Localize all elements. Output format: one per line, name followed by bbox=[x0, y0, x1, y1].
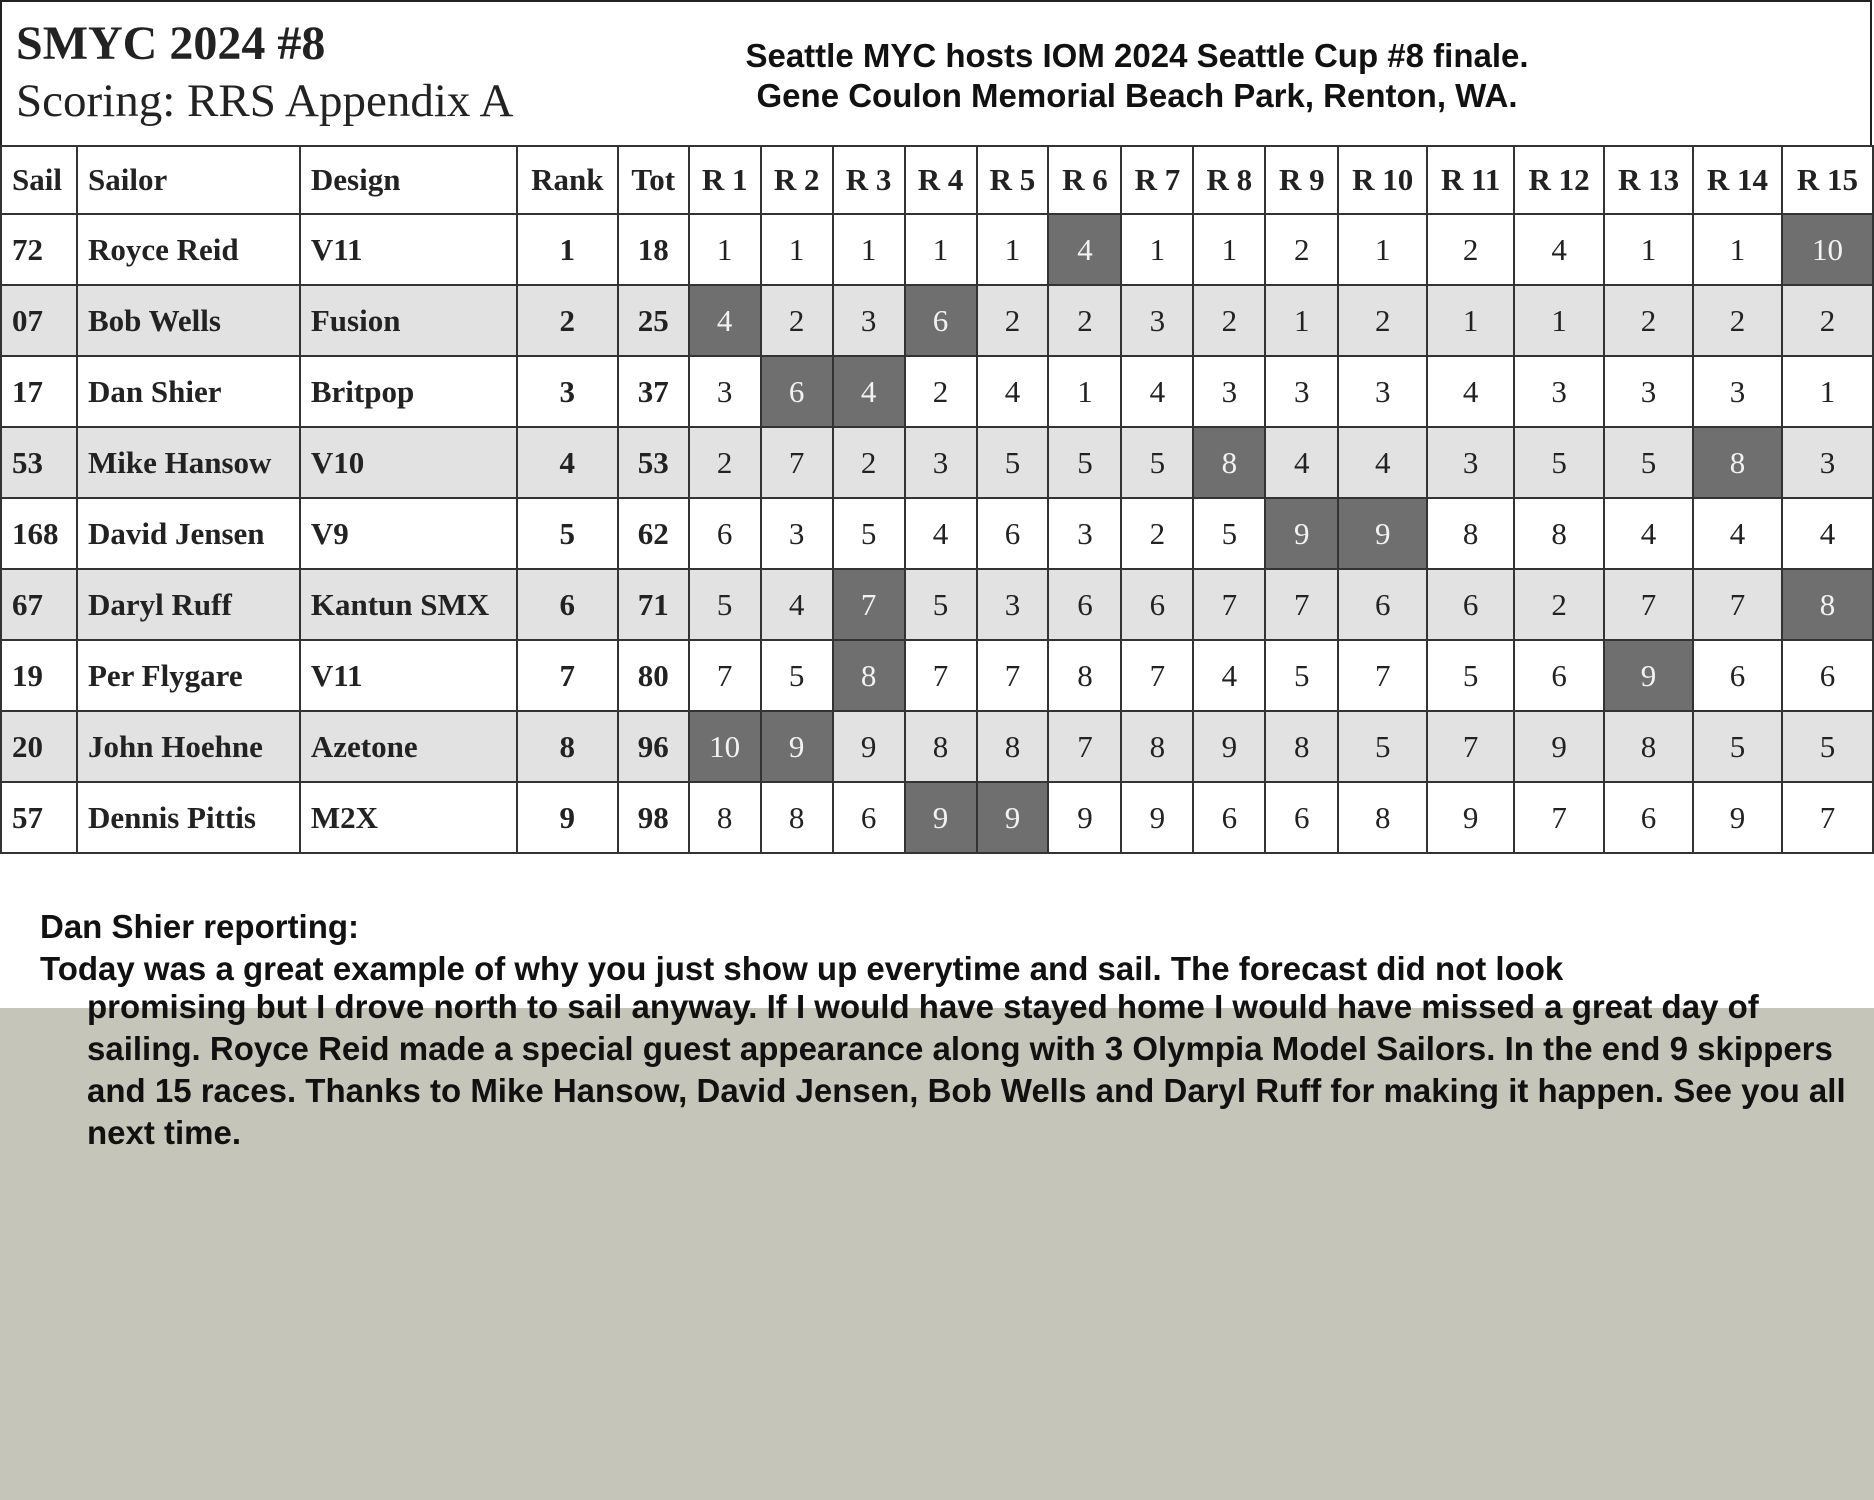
sail-cell: 19 bbox=[1, 640, 77, 711]
race-score: 8 bbox=[1604, 711, 1693, 782]
rank-cell: 7 bbox=[517, 640, 618, 711]
sailor-cell: Dan Shier bbox=[77, 356, 300, 427]
discarded-race-score: 8 bbox=[1693, 427, 1782, 498]
race-score: 7 bbox=[761, 427, 833, 498]
race-score: 1 bbox=[1338, 214, 1427, 285]
column-header: R 4 bbox=[905, 146, 977, 214]
race-score: 6 bbox=[1048, 569, 1121, 640]
race-score: 8 bbox=[1514, 498, 1604, 569]
race-score: 6 bbox=[1265, 782, 1338, 853]
design-cell: Kantun SMX bbox=[300, 569, 517, 640]
sailor-cell: Dennis Pittis bbox=[77, 782, 300, 853]
column-header: Rank bbox=[517, 146, 618, 214]
race-score: 6 bbox=[1514, 640, 1604, 711]
race-score: 7 bbox=[905, 640, 977, 711]
race-score: 5 bbox=[1693, 711, 1782, 782]
rank-cell: 8 bbox=[517, 711, 618, 782]
sail-cell: 67 bbox=[1, 569, 77, 640]
race-score: 9 bbox=[1193, 711, 1265, 782]
race-score: 5 bbox=[1193, 498, 1265, 569]
race-score: 9 bbox=[1693, 782, 1782, 853]
race-score: 5 bbox=[1514, 427, 1604, 498]
race-score: 8 bbox=[977, 711, 1049, 782]
discarded-race-score: 9 bbox=[1604, 640, 1693, 711]
column-header: R 2 bbox=[761, 146, 833, 214]
report-line-1: Today was a great example of why you just show up everytime and sail. The forecast did not look bbox=[40, 950, 1564, 987]
column-header: Tot bbox=[618, 146, 689, 214]
table-row bbox=[1, 427, 1873, 498]
race-score: 7 bbox=[1048, 711, 1121, 782]
race-score: 4 bbox=[1193, 640, 1265, 711]
race-score: 6 bbox=[1427, 569, 1514, 640]
design-cell: M2X bbox=[300, 782, 517, 853]
race-score: 7 bbox=[1782, 782, 1873, 853]
race-score: 7 bbox=[977, 640, 1049, 711]
race-score: 8 bbox=[1427, 498, 1514, 569]
discarded-race-score: 9 bbox=[905, 782, 977, 853]
column-header: R 13 bbox=[1604, 146, 1693, 214]
race-score: 4 bbox=[1265, 427, 1338, 498]
race-score: 5 bbox=[833, 498, 905, 569]
column-header: R 8 bbox=[1193, 146, 1265, 214]
race-score: 8 bbox=[1265, 711, 1338, 782]
sail-cell: 168 bbox=[1, 498, 77, 569]
race-score: 4 bbox=[1121, 356, 1193, 427]
race-score: 7 bbox=[1427, 711, 1514, 782]
race-score: 1 bbox=[1693, 214, 1782, 285]
column-header: Sailor bbox=[77, 146, 300, 214]
race-score: 6 bbox=[689, 498, 761, 569]
scoring-system: Scoring: RRS Appendix A bbox=[16, 75, 514, 127]
total-cell: 71 bbox=[618, 569, 689, 640]
design-cell: Britpop bbox=[300, 356, 517, 427]
discarded-race-score: 7 bbox=[833, 569, 905, 640]
sail-cell: 53 bbox=[1, 427, 77, 498]
discarded-race-score: 9 bbox=[761, 711, 833, 782]
race-score: 8 bbox=[689, 782, 761, 853]
race-score: 3 bbox=[1338, 356, 1427, 427]
race-score: 8 bbox=[761, 782, 833, 853]
race-score: 1 bbox=[1265, 285, 1338, 356]
race-score: 8 bbox=[905, 711, 977, 782]
race-score: 2 bbox=[1427, 214, 1514, 285]
column-header: R 3 bbox=[833, 146, 905, 214]
discarded-race-score: 9 bbox=[1338, 498, 1427, 569]
race-score: 3 bbox=[1193, 356, 1265, 427]
race-score: 1 bbox=[761, 214, 833, 285]
race-score: 2 bbox=[1604, 285, 1693, 356]
race-score: 3 bbox=[977, 569, 1049, 640]
race-score: 1 bbox=[1193, 214, 1265, 285]
table-row bbox=[1, 640, 1873, 711]
race-score: 7 bbox=[1693, 569, 1782, 640]
sail-cell: 72 bbox=[1, 214, 77, 285]
race-score: 8 bbox=[1048, 640, 1121, 711]
table-row bbox=[1, 356, 1873, 427]
total-cell: 62 bbox=[618, 498, 689, 569]
race-score: 5 bbox=[1048, 427, 1121, 498]
race-score: 9 bbox=[833, 711, 905, 782]
sailor-cell: John Hoehne bbox=[77, 711, 300, 782]
race-score: 7 bbox=[689, 640, 761, 711]
sail-cell: 20 bbox=[1, 711, 77, 782]
race-score: 1 bbox=[1427, 285, 1514, 356]
discarded-race-score: 8 bbox=[833, 640, 905, 711]
race-score: 6 bbox=[1338, 569, 1427, 640]
column-header: R 1 bbox=[689, 146, 761, 214]
sailor-cell: Bob Wells bbox=[77, 285, 300, 356]
race-score: 3 bbox=[761, 498, 833, 569]
design-cell: V11 bbox=[300, 640, 517, 711]
race-score: 2 bbox=[689, 427, 761, 498]
race-score: 7 bbox=[1121, 640, 1193, 711]
sailor-cell: Per Flygare bbox=[77, 640, 300, 711]
column-header: R 11 bbox=[1427, 146, 1514, 214]
race-score: 3 bbox=[1121, 285, 1193, 356]
race-score: 6 bbox=[1121, 569, 1193, 640]
race-score: 1 bbox=[689, 214, 761, 285]
race-score: 5 bbox=[1265, 640, 1338, 711]
race-score: 4 bbox=[1338, 427, 1427, 498]
table-row bbox=[1, 214, 1873, 285]
discarded-race-score: 9 bbox=[1265, 498, 1338, 569]
title-box bbox=[0, 0, 1872, 145]
race-score: 5 bbox=[905, 569, 977, 640]
race-score: 1 bbox=[905, 214, 977, 285]
race-score: 2 bbox=[1693, 285, 1782, 356]
race-score: 8 bbox=[1121, 711, 1193, 782]
column-header: Sail bbox=[1, 146, 77, 214]
results-table bbox=[0, 145, 1874, 854]
race-score: 5 bbox=[1338, 711, 1427, 782]
race-score: 3 bbox=[1265, 356, 1338, 427]
headline-line-2: Gene Coulon Memorial Beach Park, Renton, WA. bbox=[756, 77, 1518, 114]
race-score: 1 bbox=[1048, 356, 1121, 427]
race-score: 7 bbox=[1514, 782, 1604, 853]
rank-cell: 3 bbox=[517, 356, 618, 427]
race-score: 3 bbox=[1514, 356, 1604, 427]
race-score: 5 bbox=[761, 640, 833, 711]
sailor-cell: David Jensen bbox=[77, 498, 300, 569]
race-score: 6 bbox=[1193, 782, 1265, 853]
headline-line-1: Seattle MYC hosts IOM 2024 Seattle Cup #8 finale. bbox=[745, 37, 1529, 74]
table-row bbox=[1, 569, 1873, 640]
race-score: 7 bbox=[1338, 640, 1427, 711]
table-row bbox=[1, 782, 1873, 853]
discarded-race-score: 9 bbox=[977, 782, 1049, 853]
total-cell: 96 bbox=[618, 711, 689, 782]
race-score: 6 bbox=[833, 782, 905, 853]
rank-cell: 9 bbox=[517, 782, 618, 853]
race-score: 3 bbox=[1782, 427, 1873, 498]
discarded-race-score: 4 bbox=[833, 356, 905, 427]
race-score: 2 bbox=[1338, 285, 1427, 356]
design-cell: Azetone bbox=[300, 711, 517, 782]
column-header: R 15 bbox=[1782, 146, 1873, 214]
race-score: 4 bbox=[1693, 498, 1782, 569]
race-score: 3 bbox=[1427, 427, 1514, 498]
rank-cell: 6 bbox=[517, 569, 618, 640]
race-score: 3 bbox=[689, 356, 761, 427]
column-header: R 10 bbox=[1338, 146, 1427, 214]
rank-cell: 5 bbox=[517, 498, 618, 569]
table-row bbox=[1, 285, 1873, 356]
race-score: 1 bbox=[977, 214, 1049, 285]
discarded-race-score: 6 bbox=[905, 285, 977, 356]
race-score: 3 bbox=[1604, 356, 1693, 427]
race-score: 5 bbox=[689, 569, 761, 640]
race-score: 1 bbox=[1121, 214, 1193, 285]
race-score: 9 bbox=[1514, 711, 1604, 782]
race-score: 2 bbox=[1514, 569, 1604, 640]
column-header: R 5 bbox=[977, 146, 1049, 214]
design-cell: Fusion bbox=[300, 285, 517, 356]
race-score: 7 bbox=[1604, 569, 1693, 640]
design-cell: V9 bbox=[300, 498, 517, 569]
race-score: 2 bbox=[1265, 214, 1338, 285]
race-score: 4 bbox=[1514, 214, 1604, 285]
total-cell: 53 bbox=[618, 427, 689, 498]
race-score: 5 bbox=[977, 427, 1049, 498]
report-heading: Dan Shier reporting: bbox=[40, 908, 360, 945]
race-score: 4 bbox=[1604, 498, 1693, 569]
column-header: R 9 bbox=[1265, 146, 1338, 214]
race-score: 7 bbox=[1265, 569, 1338, 640]
design-cell: V11 bbox=[300, 214, 517, 285]
results-body bbox=[1, 214, 1873, 853]
race-score: 7 bbox=[1193, 569, 1265, 640]
race-score: 6 bbox=[977, 498, 1049, 569]
race-score: 2 bbox=[977, 285, 1049, 356]
column-header: R 6 bbox=[1048, 146, 1121, 214]
race-score: 4 bbox=[977, 356, 1049, 427]
race-score: 2 bbox=[905, 356, 977, 427]
race-score: 5 bbox=[1604, 427, 1693, 498]
race-score: 4 bbox=[1427, 356, 1514, 427]
race-score: 6 bbox=[1782, 640, 1873, 711]
race-score: 5 bbox=[1427, 640, 1514, 711]
race-score: 4 bbox=[761, 569, 833, 640]
discarded-race-score: 8 bbox=[1782, 569, 1873, 640]
race-score: 4 bbox=[905, 498, 977, 569]
race-score: 6 bbox=[1693, 640, 1782, 711]
race-score: 3 bbox=[1048, 498, 1121, 569]
race-score: 1 bbox=[833, 214, 905, 285]
regatta-title: SMYC 2024 #8 bbox=[16, 17, 326, 70]
sail-cell: 17 bbox=[1, 356, 77, 427]
design-cell: V10 bbox=[300, 427, 517, 498]
race-score: 5 bbox=[1782, 711, 1873, 782]
race-score: 1 bbox=[1604, 214, 1693, 285]
column-header: Design bbox=[300, 146, 517, 214]
race-score: 2 bbox=[1782, 285, 1873, 356]
race-score: 2 bbox=[761, 285, 833, 356]
discarded-race-score: 4 bbox=[689, 285, 761, 356]
race-score: 1 bbox=[1514, 285, 1604, 356]
race-score: 4 bbox=[1782, 498, 1873, 569]
total-cell: 98 bbox=[618, 782, 689, 853]
total-cell: 25 bbox=[618, 285, 689, 356]
race-score: 9 bbox=[1048, 782, 1121, 853]
discarded-race-score: 8 bbox=[1193, 427, 1265, 498]
race-score: 3 bbox=[833, 285, 905, 356]
header-row bbox=[1, 146, 1873, 214]
discarded-race-score: 10 bbox=[689, 711, 761, 782]
rank-cell: 1 bbox=[517, 214, 618, 285]
column-header: R 7 bbox=[1121, 146, 1193, 214]
sail-cell: 57 bbox=[1, 782, 77, 853]
rank-cell: 2 bbox=[517, 285, 618, 356]
race-score: 2 bbox=[833, 427, 905, 498]
sailor-cell: Mike Hansow bbox=[77, 427, 300, 498]
discarded-race-score: 6 bbox=[761, 356, 833, 427]
race-report bbox=[40, 906, 1870, 1154]
discarded-race-score: 10 bbox=[1782, 214, 1873, 285]
race-score: 2 bbox=[1193, 285, 1265, 356]
column-header: R 12 bbox=[1514, 146, 1604, 214]
race-score: 3 bbox=[1693, 356, 1782, 427]
total-cell: 18 bbox=[618, 214, 689, 285]
race-score: 2 bbox=[1048, 285, 1121, 356]
total-cell: 37 bbox=[618, 356, 689, 427]
rank-cell: 4 bbox=[517, 427, 618, 498]
headline bbox=[652, 36, 1622, 116]
race-score: 8 bbox=[1338, 782, 1427, 853]
sailor-cell: Daryl Ruff bbox=[77, 569, 300, 640]
table-row bbox=[1, 498, 1873, 569]
race-score: 1 bbox=[1782, 356, 1873, 427]
sailor-cell: Royce Reid bbox=[77, 214, 300, 285]
table-row bbox=[1, 711, 1873, 782]
discarded-race-score: 4 bbox=[1048, 214, 1121, 285]
sail-cell: 07 bbox=[1, 285, 77, 356]
column-header: R 14 bbox=[1693, 146, 1782, 214]
race-score: 9 bbox=[1121, 782, 1193, 853]
race-score: 3 bbox=[905, 427, 977, 498]
total-cell: 80 bbox=[618, 640, 689, 711]
race-score: 9 bbox=[1427, 782, 1514, 853]
race-score: 5 bbox=[1121, 427, 1193, 498]
race-score: 6 bbox=[1604, 782, 1693, 853]
report-body: promising but I drove north to sail anyway. If I would have stayed home I would have missed a great day of sailing. Royce Reid made a special guest appearance along with 3 Olympia Model Sailors. In the end 9 skippers and 15 races. Thanks to Mike Hansow, David Jensen, Bob Wells and Daryl Ruff for making it happen. See you all next time. bbox=[87, 988, 1846, 1151]
race-score: 2 bbox=[1121, 498, 1193, 569]
